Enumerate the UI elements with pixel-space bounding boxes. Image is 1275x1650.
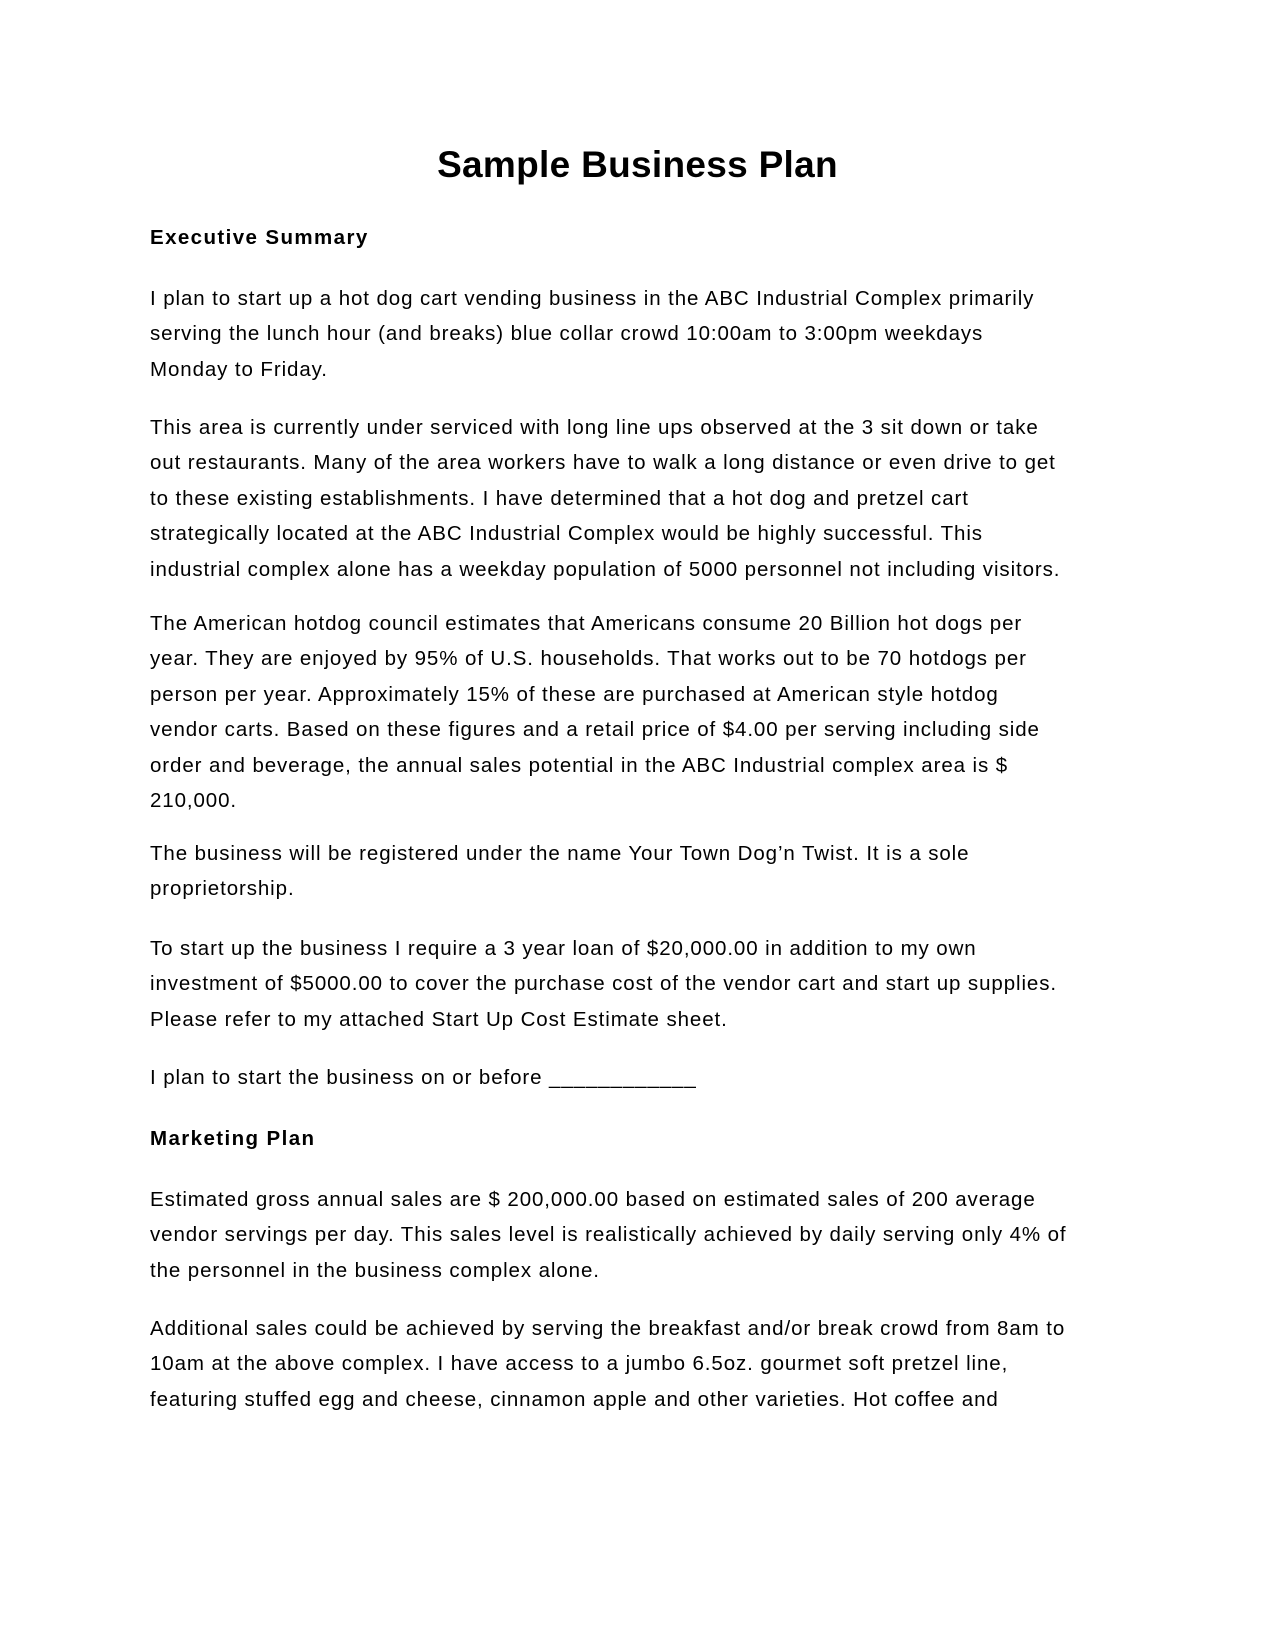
paragraph: Estimated gross annual sales are $ 200,000.00 based on estimated sales of 200 average vendor servings per day. This sales level is realistically achieved by daily serving only 4% of the personnel in the business complex alone. bbox=[150, 1188, 1067, 1282]
section-heading-executive-summary: Executive Summary bbox=[150, 226, 369, 249]
section-heading-marketing-plan: Marketing Plan bbox=[150, 1127, 316, 1150]
document-title: Sample Business Plan bbox=[437, 144, 838, 185]
paragraph: The American hotdog council estimates that Americans consume 20 Billion hot dogs per year. They are enjoyed by 95% of U.S. households. That works out to be 70 hotdogs per person per year. Approximately 15% of these are purchased at American style hotdog vendor carts. Based on these figures and a retail price of $4.00 per serving including side order and beverage, the annual sales potential in the ABC Industrial complex area is $ 210,000. bbox=[150, 612, 1040, 813]
paragraph: To start up the business I require a 3 year loan of $20,000.00 in addition to my own investment of $5000.00 to cover the purchase cost of the vendor cart and start up supplies. Please refer to my attached Start Up Cost Estimate sheet. bbox=[150, 937, 1057, 1031]
paragraph: I plan to start up a hot dog cart vending business in the ABC Industrial Complex primarily serving the lunch hour (and breaks) blue collar crowd 10:00am to 3:00pm weekdays Monday to Friday. bbox=[150, 287, 1035, 381]
paragraph: The business will be registered under the name Your Town Dog’n Twist. It is a sole proprietorship. bbox=[150, 842, 970, 901]
paragraph: This area is currently under serviced with long line ups observed at the 3 sit down or take out restaurants. Many of the area workers have to walk a long distance or even drive to get to these existing establishments. I have determined that a hot dog and pretzel cart strategically located at the ABC Industrial Complex would be highly successful. This industrial complex alone has a weekday population of 5000 personnel not including visitors. bbox=[150, 416, 1061, 581]
paragraph: Additional sales could be achieved by serving the breakfast and/or break crowd from 8am to 10am at the above complex. I have access to a jumbo 6.5oz. gourmet soft pretzel line, featuring stuffed egg and cheese, cinnamon apple and other varieties. Hot coffee and bbox=[150, 1317, 1066, 1411]
paragraph: I plan to start the business on or before ____________ bbox=[150, 1066, 697, 1089]
